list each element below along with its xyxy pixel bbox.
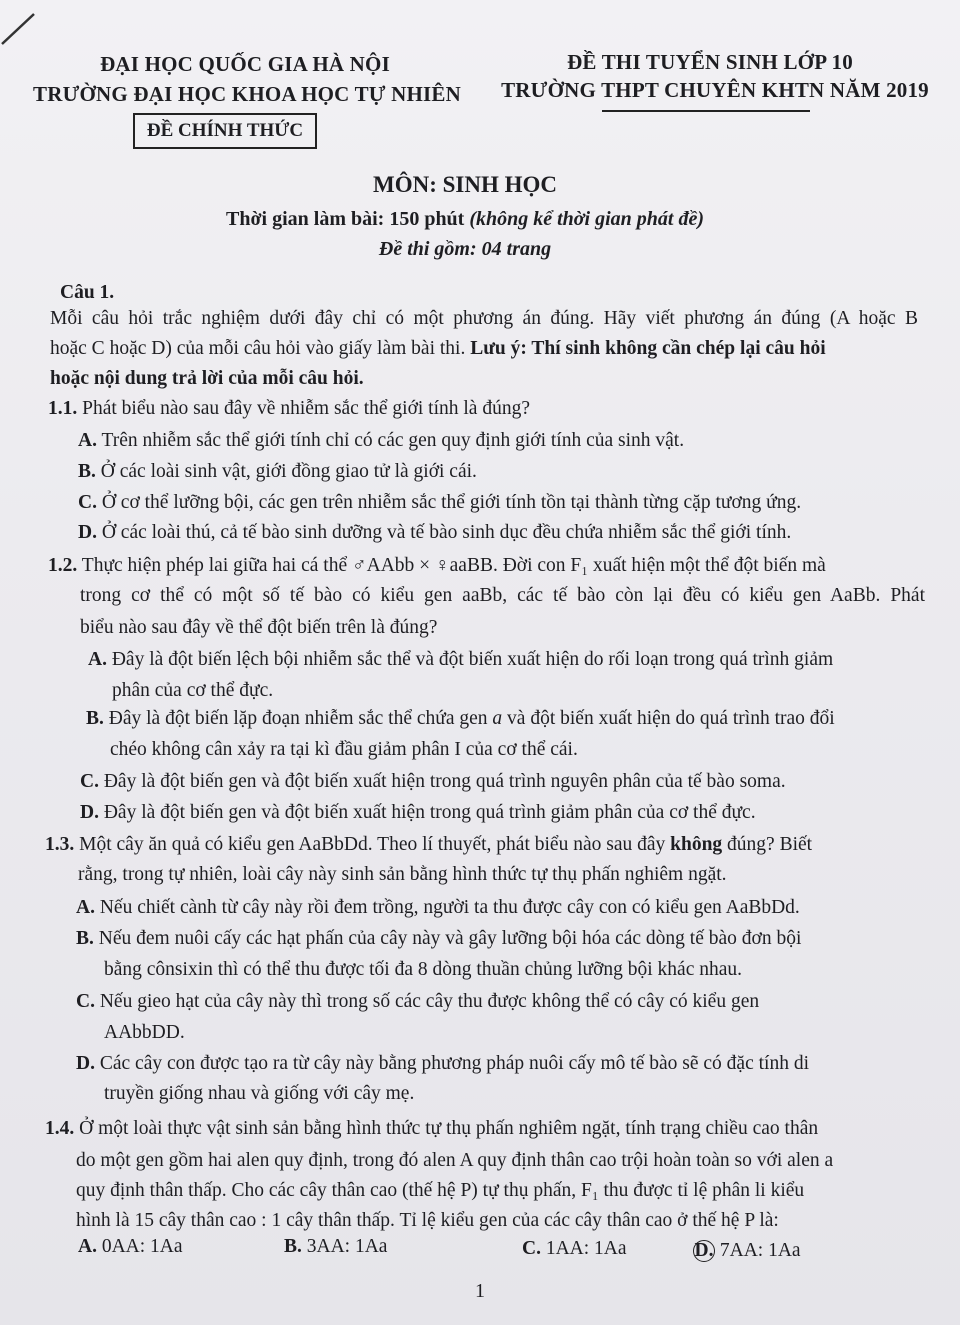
q14-stem-1: 1.4. Ở một loài thực vật sinh sản bằng hình thức tự thụ phấn nghiêm ngặt, tính trạng chiều cao thân (45, 1118, 819, 1139)
q13-option-d: D. Các cây con được tạo ra từ cây này bằng phương pháp nuôi cấy mô tế bào sẽ có đặc tính di (76, 1053, 809, 1074)
university-name: ĐẠI HỌC QUỐC GIA HÀ NỘI (100, 52, 390, 76)
page-number: 1 (475, 1280, 485, 1302)
subject-title: MÔN: SINH HỌC (373, 172, 557, 197)
q12-option-a: A. Đây là đột biến lệch bội nhiễm sắc thể và đột biến xuất hiện do rối loạn trong quá trình giảm (88, 649, 834, 670)
school-name: TRƯỜNG ĐẠI HỌC KHOA HỌC TỰ NHIÊN (33, 82, 461, 106)
intro-line-1: Mỗi câu hỏi trắc nghiệm dưới đây chỉ có một phương án đúng. Hãy viết phương án đúng (A hoặc B (50, 308, 918, 329)
q14-option-b: B. 3AA: 1Aa (284, 1236, 388, 1257)
q14-option-c: C. 1AA: 1Aa (522, 1238, 627, 1259)
q12-option-d: D. Đây là đột biến gen và đột biến xuất hiện trong quá trình giảm phân của cơ thể đực. (80, 802, 756, 823)
q12-option-b-cont: chéo không cân xảy ra tại kì đầu giảm phân I của cơ thể cái. (110, 739, 578, 760)
q14-option-a: A. 0AA: 1Aa (78, 1236, 183, 1257)
intro-line-2: hoặc C hoặc D) của mỗi câu hỏi vào giấy làm bài thi. Lưu ý: Thí sinh không cần chép lại câu hỏi (50, 338, 826, 359)
official-exam-label: ĐỀ CHÍNH THỨC (133, 113, 317, 149)
circled-answer-d: D. (694, 1240, 714, 1261)
q13-option-b-cont: bằng cônsixin thì có thể thu được tối đa 8 dòng thuần chủng lưỡng bội khác nhau. (104, 959, 743, 980)
q11-option-c: C. Ở cơ thể lưỡng bội, các gen trên nhiễm sắc thể giới tính tồn tại thành từng cặp tương ứng. (78, 492, 802, 513)
header-underline (602, 110, 810, 112)
exam-school-year: TRƯỜNG THPT CHUYÊN KHTN NĂM 2019 (501, 78, 929, 102)
q13-option-c: C. Nếu gieo hạt của cây này thì trong số các cây thu được không thể có cây có kiểu gen (76, 991, 760, 1012)
q12-option-b: B. Đây là đột biến lặp đoạn nhiễm sắc thể chứa gen a và đột biến xuất hiện do quá trình trao đổi (86, 708, 835, 729)
q14-stem-3: quy định thân thấp. Cho các cây thân cao (thế hệ P) tự thụ phấn, F₁ thu được tỉ lệ phân li kiểu (76, 1180, 805, 1201)
exam-title: ĐỀ THI TUYỂN SINH LỚP 10 (567, 50, 853, 74)
q12-stem-2: trong cơ thể có một số tế bào có kiểu gen aaBb, các tế bào còn lại đều có kiểu gen AaBb. Phát (80, 585, 925, 606)
q12-stem-3: biểu nào sau đây về thể đột biến trên là đúng? (80, 617, 438, 638)
q12-stem-1: 1.2. Thực hiện phép lai giữa hai cá thể ♂AAbb × ♀aaBB. Đời con F₁ xuất hiện một thể đột biến mà (48, 555, 826, 576)
page-count: Đề thi gồm: 04 trang (378, 238, 552, 260)
q11-option-d: D. Ở các loài thú, cả tế bào sinh dưỡng và tế bào sinh dục đều chứa nhiễm sắc thể giới tính. (78, 522, 792, 543)
q13-option-d-cont: truyền giống nhau và giống với cây mẹ. (104, 1083, 415, 1104)
q13-option-b: B. Nếu đem nuôi cấy các hạt phấn của cây này và gây lưỡng bội hóa các dòng tế bào đơn bội (76, 928, 802, 949)
question-title: Câu 1. (60, 282, 115, 303)
q11-option-b: B. Ở các loài sinh vật, giới đồng giao tử là giới cái. (78, 461, 477, 482)
q14-stem-2: do một gen gồm hai alen quy định, trong đó alen A quy định thân cao trội hoàn toàn so với alen a (76, 1150, 834, 1171)
time-allowed: Thời gian làm bài: 150 phút (không kể thời gian phát đề) (225, 208, 704, 230)
q11-stem: 1.1. Phát biểu nào sau đây về nhiễm sắc thể giới tính là đúng? (48, 398, 530, 419)
q13-option-c-cont: AAbbDD. (104, 1022, 185, 1043)
q14-stem-4: hình là 15 cây thân cao : 1 cây thân thấp. Tỉ lệ kiểu gen của các cây thân cao ở thế hệ P là: (76, 1210, 779, 1231)
q11-option-a: A. Trên nhiễm sắc thể giới tính chỉ có các gen quy định giới tính của sinh vật. (78, 430, 685, 451)
q13-stem-1: 1.3. Một cây ăn quả có kiểu gen AaBbDd. Theo lí thuyết, phát biểu nào sau đây không đúng? Biết (45, 834, 813, 855)
pen-mark (0, 0, 60, 50)
q12-option-a-cont: phân của cơ thể đực. (112, 680, 274, 701)
q14-option-d: D. 7AA: 1Aa (694, 1240, 801, 1261)
q13-stem-2: rằng, trong tự nhiên, loài cây này sinh sản bằng hình thức tự thụ phấn nghiêm ngặt. (78, 864, 727, 885)
q13-option-a: A. Nếu chiết cành từ cây này rồi đem trồng, người ta thu được cây con có kiểu gen AaBbDd. (76, 897, 800, 918)
q12-option-c: C. Đây là đột biến gen và đột biến xuất hiện trong quá trình nguyên phân của tế bào soma. (80, 771, 786, 792)
intro-line-3: hoặc nội dung trả lời của mỗi câu hỏi. (50, 368, 364, 389)
